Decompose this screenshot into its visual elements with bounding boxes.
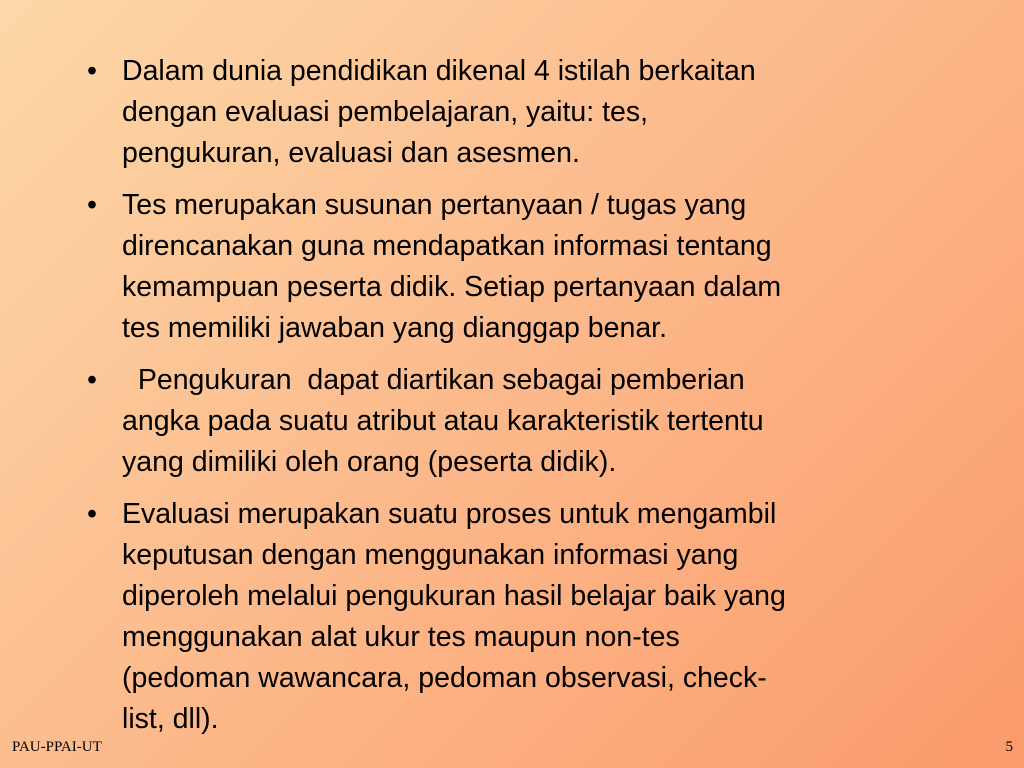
footer-label: PAU-PPAI-UT (12, 739, 102, 755)
bullet-line: Dalam dunia pendidikan dikenal 4 istilah berkaitan (122, 55, 756, 87)
slide-number: 5 (1005, 739, 1013, 755)
bullet-line: Evaluasi merupakan suatu proses untuk mengambil (122, 498, 777, 530)
bullet-point-icon: • (87, 364, 97, 396)
bullet-item (82, 360, 942, 483)
bullet-line: diperoleh melalui pengukuran hasil belajar baik yang (122, 580, 786, 612)
bullet-line: direncanakan guna mendapatkan informasi tentang (122, 230, 772, 262)
bullet-item (82, 51, 942, 174)
bullet-line: keputusan dengan menggunakan informasi yang (122, 539, 739, 571)
bullet-line: Tes merupakan susunan pertanyaan / tugas yang (122, 189, 747, 221)
bullet-line: kemampuan peserta didik. Setiap pertanyaan dalam (122, 271, 782, 303)
bullet-line: angka pada suatu atribut atau karakteristik tertentu (122, 405, 764, 437)
bullet-line: menggunakan alat ukur tes maupun non-tes (122, 621, 680, 653)
bullet-line: list, dll). (122, 703, 219, 735)
bullet-line: (pedoman wawancara, pedoman observasi, check- (122, 662, 767, 694)
bullet-point-icon: • (87, 189, 97, 221)
bullet-list (82, 51, 942, 751)
bullet-line: dengan evaluasi pembelajaran, yaitu: tes, (122, 96, 649, 128)
bullet-line: Pengukuran dapat diartikan sebagai pemberian (122, 364, 745, 396)
bullet-item (82, 494, 942, 740)
bullet-line: yang dimiliki oleh orang (peserta didik). (122, 446, 617, 478)
bullet-point-icon: • (87, 498, 97, 530)
bullet-line: pengukuran, evaluasi dan asesmen. (122, 137, 580, 169)
bullet-line: tes memiliki jawaban yang dianggap benar. (122, 312, 668, 344)
bullet-point-icon: • (87, 55, 97, 87)
bullet-item (82, 185, 942, 349)
